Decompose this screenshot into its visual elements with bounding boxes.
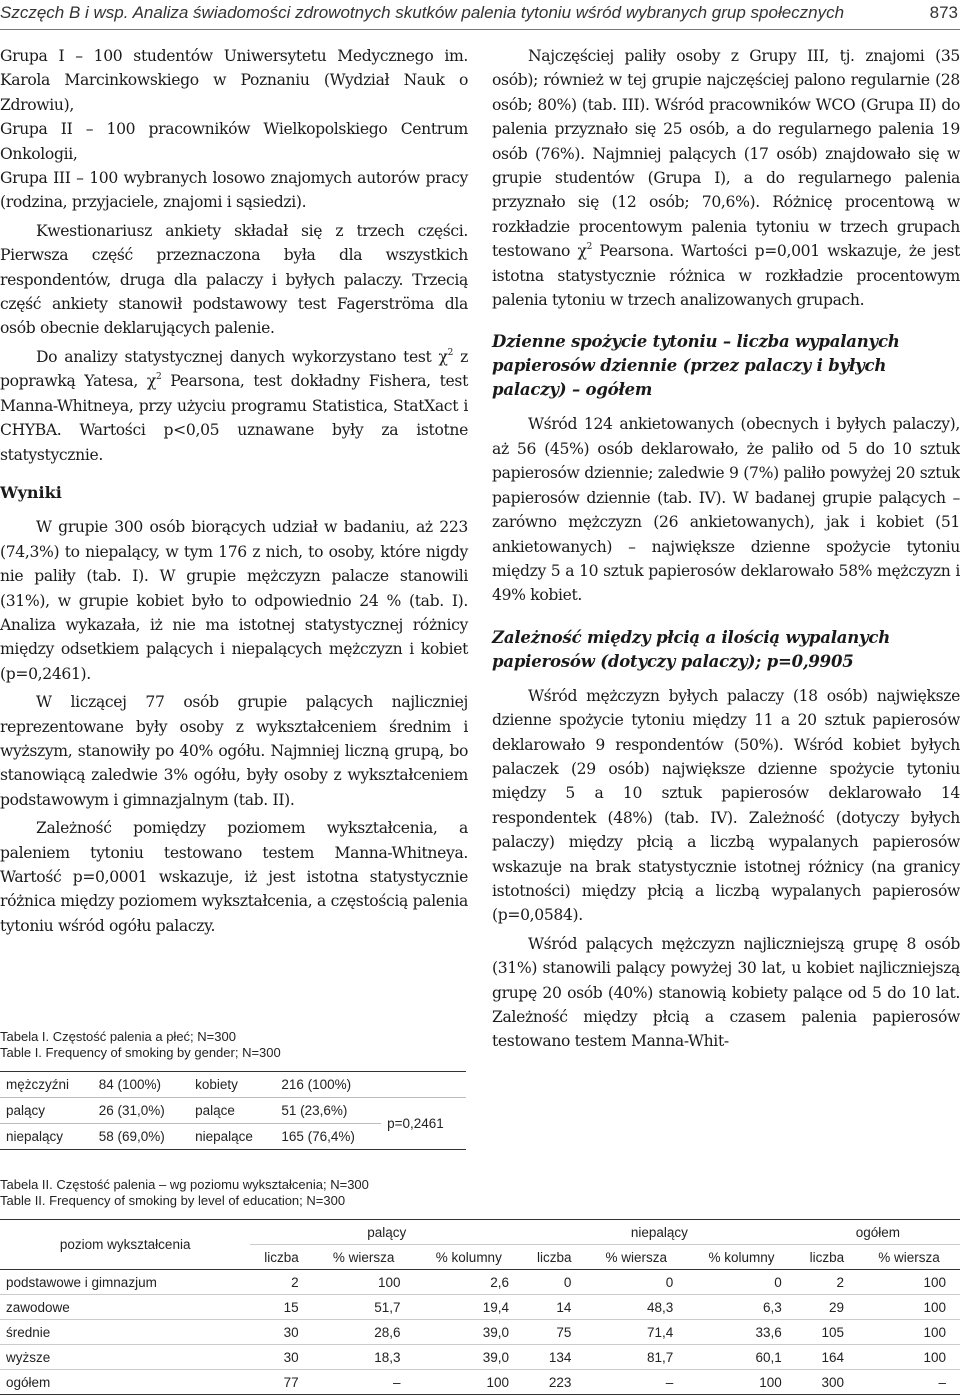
table-cell: 39,0 <box>415 1320 524 1345</box>
table-cell: 100 <box>313 1270 415 1295</box>
header-rule <box>0 29 960 30</box>
table-cell: 75 <box>523 1320 585 1345</box>
table-cell: 48,3 <box>585 1295 687 1320</box>
table-cell: niepalące <box>189 1124 275 1150</box>
table-cell: 81,7 <box>585 1345 687 1370</box>
table-cell: 2 <box>250 1270 312 1295</box>
table-cell: palący <box>0 1098 93 1124</box>
table-cell: 165 (76,4%) <box>275 1124 381 1150</box>
column-header: % wiersza <box>858 1245 960 1270</box>
table-cell: 14 <box>523 1295 585 1320</box>
p-value-cell: p=0,2461 <box>381 1098 466 1150</box>
groups-smoking-paragraph: Najczęściej paliły osoby z Grupy III, tj. znajomi (35 osób); również w tej grupie najczęściej palono regularnie (28 osób; 80%) (tab. III). Wśród pracowników WCO (Grupa II) do palenia przyznało się 25 osób, a do regularnego palenia 19 osób (76%). Najmniej palących (17 osób) znajdowało się w grupie studentów (Grupa I), a do regularnego palenia przyznało się (12 osób; 70,6%). Różnicę procentową w rozkładzie procentowym palenia tytoniu w trzech grupach testowano $\chi^2$ Pearsona. Wartości p=0,001 wskazuje, że jest istotna statystycznie różnica w rozkładzie procentowym palenia tytoniu w trzech analizowanych grupach. <box>492 47 960 310</box>
table-cell: 51,7 <box>313 1295 415 1320</box>
right-column <box>492 44 960 1054</box>
table-cell: 216 (100%) <box>275 1072 381 1098</box>
table-cell: 0 <box>585 1270 687 1295</box>
page-number: 873 <box>929 3 958 22</box>
table-row <box>0 1295 960 1320</box>
table-cell: 100 <box>858 1320 960 1345</box>
table-row <box>0 1320 960 1345</box>
section-heading-wyniki: Wyniki <box>0 482 62 502</box>
table2-body <box>0 1270 960 1395</box>
table-cell: 0 <box>523 1270 585 1295</box>
table-cell: 71,4 <box>585 1320 687 1345</box>
table-cell: 39,0 <box>415 1345 524 1370</box>
table-cell: 51 (23,6%) <box>275 1098 381 1124</box>
table-cell: 30 <box>250 1345 312 1370</box>
table-row <box>0 1072 466 1098</box>
group-header-smokers: palący <box>250 1220 523 1245</box>
results-paragraph-1: W grupie 300 osób biorących udział w badaniu, aż 223 (74,3%) to niepalący, w tym 176 z nich, to osoby, które nigdy nie paliły (tab. I). W grupie mężczyzn palacze stanowili (31%), w grupie kobiet było to odpowiednio 24 % (tab. I). Analiza wykazała, iż nie ma istotnej statystycznej różnicy między odsetkiem palących i niepalących mężczyzn i kobiet (p=0,2461). <box>0 518 468 683</box>
table-cell: 223 <box>523 1370 585 1395</box>
table-cell: 105 <box>796 1320 858 1345</box>
table-cell: 60,1 <box>687 1345 796 1370</box>
running-header <box>0 0 960 26</box>
table-cell: 0 <box>687 1270 796 1295</box>
row-label: ogółem <box>0 1370 250 1395</box>
running-title: Szczęch B i wsp. Analiza świadomości zdrowotnych skutków palenia tytoniu wśród wybranych grup społecznych <box>0 3 845 22</box>
row-label: średnie <box>0 1320 250 1345</box>
table-cell: niepalący <box>0 1124 93 1150</box>
table1-caption-pl: Tabela I. Częstość palenia a płeć; N=300 <box>0 1029 236 1044</box>
group-2-paragraph: Grupa II – 100 pracowników Wielkopolskiego Centrum Onkologii, <box>0 120 468 163</box>
table-cell: 58 (69,0%) <box>93 1124 189 1150</box>
table-cell: – <box>858 1370 960 1395</box>
column-header: % kolumny <box>415 1245 524 1270</box>
column-header: % wiersza <box>585 1245 687 1270</box>
table-cell: 2 <box>796 1270 858 1295</box>
table-cell: 29 <box>796 1295 858 1320</box>
column-header: liczba <box>250 1245 312 1270</box>
smoking-duration-paragraph: Wśród palących mężczyzn najliczniejszą grupę 8 osób (31%) stanowili palący powyżej 30 lat, u kobiet najliczniejszą grupę 20 osób (40%) stanowią kobiety palące od 5 do 10 lat. Zależność między płcią a czasem palenia papierosów testowano testem Manna-Whit- <box>492 934 960 1051</box>
table-cell: 100 <box>415 1370 524 1395</box>
table-cell: kobiety <box>189 1072 275 1098</box>
row-label: zawodowe <box>0 1295 250 1320</box>
column-header: liczba <box>523 1245 585 1270</box>
left-column <box>0 44 468 938</box>
table-cell: 100 <box>687 1370 796 1395</box>
table-cell: 134 <box>523 1345 585 1370</box>
questionnaire-paragraph: Kwestionariusz ankiety składał się z trzech części. Pierwsza część przeznaczona była dla wszystkich respondentów, druga dla palaczy i byłych palaczy. Trzecią część ankiety stanowił podstawowy test Fagerströma dla osób obecnie deklarujących palenie. <box>0 221 468 338</box>
group-header-nonsmokers: niepalący <box>523 1220 796 1245</box>
table-row <box>0 1270 960 1295</box>
row-label: wyższe <box>0 1345 250 1370</box>
table-cell: 84 (100%) <box>93 1072 189 1098</box>
table-row <box>0 1345 960 1370</box>
table1-caption <box>0 1029 281 1061</box>
table-row <box>0 1370 960 1395</box>
daily-consumption-paragraph: Wśród 124 ankietowanych (obecnych i byłych palaczy), aż 56 (45%) osób deklarowało, że paliło od 5 do 10 sztuk papierosów dziennie; zaledwie 9 (7%) paliło powyżej 20 sztuk papierosów dziennie (tab. IV). W badanej grupie palących – zarówno mężczyzn (26 ankietowanych), jak i kobiet (51 ankietowanych) – największe dzienne spożycie tytoniu między 5 a 10 sztuk papierosów deklarowało 58% mężczyzn i 49% kobiet. <box>492 415 960 605</box>
column-header: % wiersza <box>313 1245 415 1270</box>
group-header-total: ogółem <box>796 1220 960 1245</box>
table2-caption-en: Table II. Frequency of smoking by level of education; N=300 <box>0 1193 346 1208</box>
table-cell: 19,4 <box>415 1295 524 1320</box>
group-1-paragraph: Grupa I – 100 studentów Uniwersytetu Medycznego im. Karola Marcinkowskiego w Poznaniu (Wydział Nauk o Zdrowiu), <box>0 47 468 114</box>
table-cell: 2,6 <box>415 1270 524 1295</box>
table-cell: 100 <box>858 1345 960 1370</box>
row-header: poziom wykształcenia <box>0 1220 250 1270</box>
table-cell: 26 (31,0%) <box>93 1098 189 1124</box>
table-cell: 77 <box>250 1370 312 1395</box>
table-cell: 15 <box>250 1295 312 1320</box>
table1-caption-en: Table I. Frequency of smoking by gender; N=300 <box>0 1045 281 1060</box>
table-cell: 6,3 <box>687 1295 796 1320</box>
subheading-daily-consumption: Dzienne spożycie tytoniu – liczba wypalanych papierosów dziennie (przez palaczy i byłych palaczy) – ogółem <box>492 332 900 400</box>
table-cell: 28,6 <box>313 1320 415 1345</box>
column-header: % kolumny <box>687 1245 796 1270</box>
table-cell: 18,3 <box>313 1345 415 1370</box>
table2 <box>0 1219 960 1395</box>
group-3-paragraph: Grupa III – 100 wybranych losowo znajomych autorów pracy (rodzina, przyjaciele, znajomi i sąsiedzi). <box>0 169 468 212</box>
table-cell: 100 <box>858 1295 960 1320</box>
results-paragraph-2: W liczącej 77 osób grupie palących najliczniej reprezentowane były osoby z wykształceniem średnim i wyższym, stanowiły po 40% ogółu. Najmniej liczną grupą, bo stanowiącą zaledwie 3% ogółu, były osoby z wykształceniem podstawowym i gimnazjalnym (tab. II). <box>0 693 468 809</box>
results-paragraph-3: Zależność pomiędzy poziomem wykształcenia, a paleniem tytoniu testowano testem Manna-Whitneya. Wartość p=0,0001 wskazuje, iż jest istotna statystycznie różnica między poziomem wykształcenia, a częstością palenia tytoniu wśród ogółu palaczy. <box>0 819 468 935</box>
table-cell: 33,6 <box>687 1320 796 1345</box>
table-cell: – <box>585 1370 687 1395</box>
statistics-paragraph: Do analizy statystycznej danych wykorzystano test $\chi^2$ z poprawką Yatesa, $\chi^2$ Pearsona, test dokładny Fishera, test Manna-Whitneya, przy użyciu programu Statistica, StatXact i CHYBA. Wartości p<0,05 uznawane były za istotne statystycznie. <box>0 347 468 464</box>
table-cell: 300 <box>796 1370 858 1395</box>
table-cell: mężczyźni <box>0 1072 93 1098</box>
subheading-gender-dependency: Zależność między płcią a ilością wypalanych papierosów (dotyczy palaczy); p=0,9905 <box>492 627 891 671</box>
former-smokers-paragraph: Wśród mężczyzn byłych palaczy (18 osób) największe dzienne spożycie tytoniu między 11 a 20 sztuk papierosów deklarowało 9 respondentów (50%). Wśród kobiet byłych palaczek (29 osób) największe dzienne spożycie tytoniu między 5 a 10 sztuk papierosów deklarowało 14 respondentek (48%) (tab. IV). Zależność (dotyczy byłych palaczy) między płcią a liczbą wypalanych papierosów wskazuje na brak statystycznie istotnej różnicy (na granicy istotności) między płcią a liczbą wypalanych papierosów (p=0,0584). <box>492 686 960 925</box>
table-group-header-row <box>0 1220 960 1245</box>
table-cell: 30 <box>250 1320 312 1345</box>
table-cell: – <box>313 1370 415 1395</box>
table2-caption-pl: Tabela II. Częstość palenia – wg poziomu wykształcenia; N=300 <box>0 1177 369 1192</box>
column-header: liczba <box>796 1245 858 1270</box>
table-row <box>0 1098 466 1124</box>
row-label: podstawowe i gimnazjum <box>0 1270 250 1295</box>
table1 <box>0 1071 466 1150</box>
table-cell <box>381 1072 466 1098</box>
table-cell: palące <box>189 1098 275 1124</box>
table2-caption <box>0 1177 369 1209</box>
table-cell: 100 <box>858 1270 960 1295</box>
table-cell: 164 <box>796 1345 858 1370</box>
